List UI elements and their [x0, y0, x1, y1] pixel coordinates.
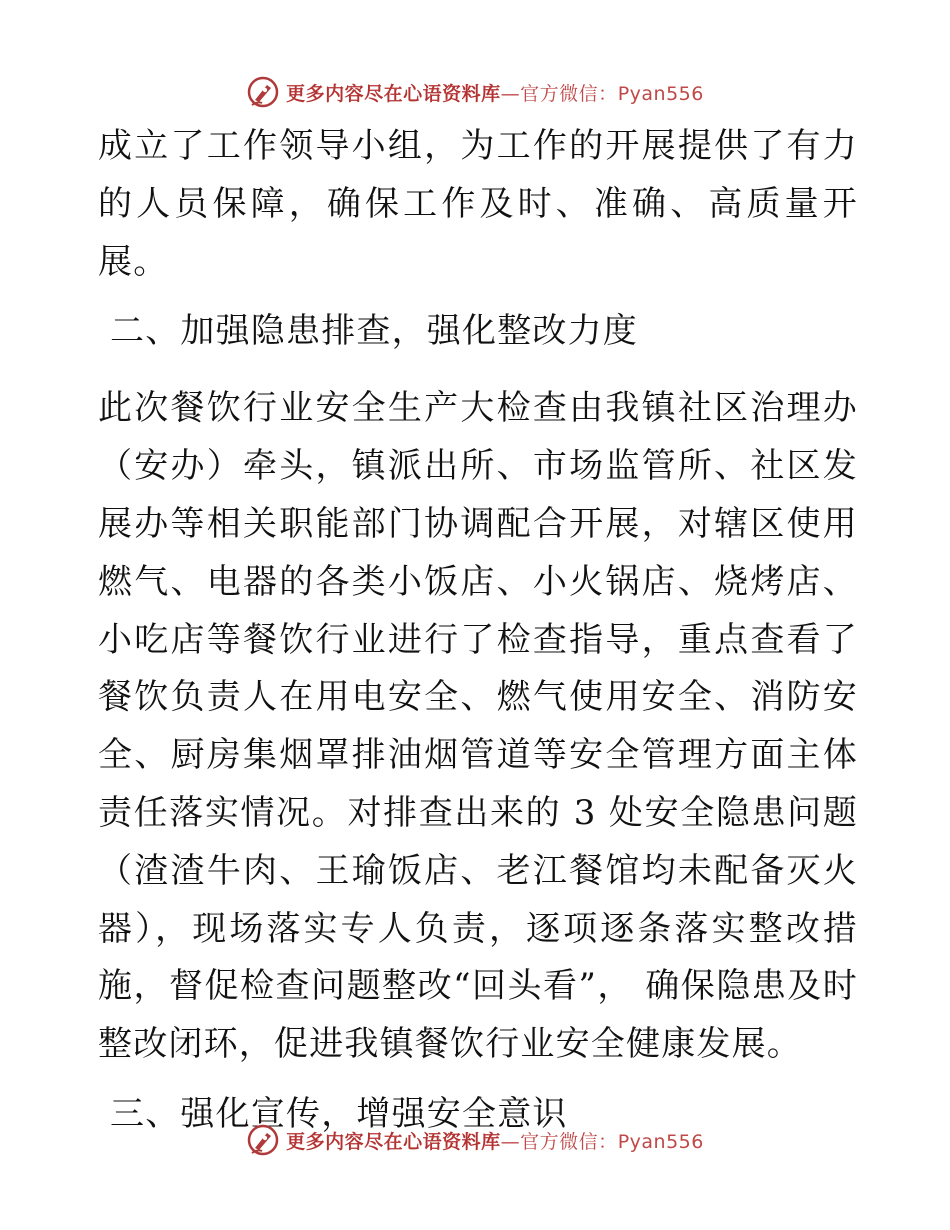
paragraph-inspection: 此次餐饮行业安全生产大检查由我镇社区治理办（安办）牵头，镇派出所、市场监管所、社区发展办等相关职能部门协调配合开展，对辖区使用燃气、电器的各类小饭店、小火锅店、烧烤店、小吃店等餐饮行业进行了检查指导，重点查看了餐饮负责人在用电安全、燃气使用安全、消防安全、厨房集烟罩排油烟管道等安全管理方面主体责任落实情况。对排查出来的 3 处安全隐患问题（渣渣牛肉、王瑜饭店、老江餐馆均未配备灭火器），现场落实专人负责，逐项逐条落实整改措施，督促检查问题整改“回头看”， 确保隐患及时整改闭环，促进我镇餐饮行业安全健康发展。 [98, 388, 858, 1065]
watermark-banner-top [0, 72, 950, 112]
watermark-part2: —官方微信： [500, 1130, 618, 1153]
watermark-text [286, 1127, 704, 1154]
pen-nib-logo-icon [246, 75, 280, 109]
watermark-banner-bottom [0, 1120, 950, 1160]
watermark-text [286, 79, 704, 106]
watermark-part1: 更多内容尽在心语资料库 [286, 82, 501, 105]
paragraph-continuation: 成立了工作领导小组，为工作的开展提供了有力的人员保障，确保工作及时、准确、高质量开展。 [98, 126, 858, 282]
watermark-part3: Pyan556 [617, 1130, 704, 1153]
section-heading-3: 三、强化宣传，增强安全意识 [110, 1093, 568, 1134]
document-body [98, 118, 858, 1143]
watermark-part1: 更多内容尽在心语资料库 [286, 1130, 501, 1153]
watermark-part2: —官方微信： [500, 82, 618, 105]
section-heading-2: 二、加强隐患排查，强化整改力度 [110, 311, 638, 352]
watermark-part3: Pyan556 [617, 82, 704, 105]
pen-nib-logo-icon [246, 1123, 280, 1157]
